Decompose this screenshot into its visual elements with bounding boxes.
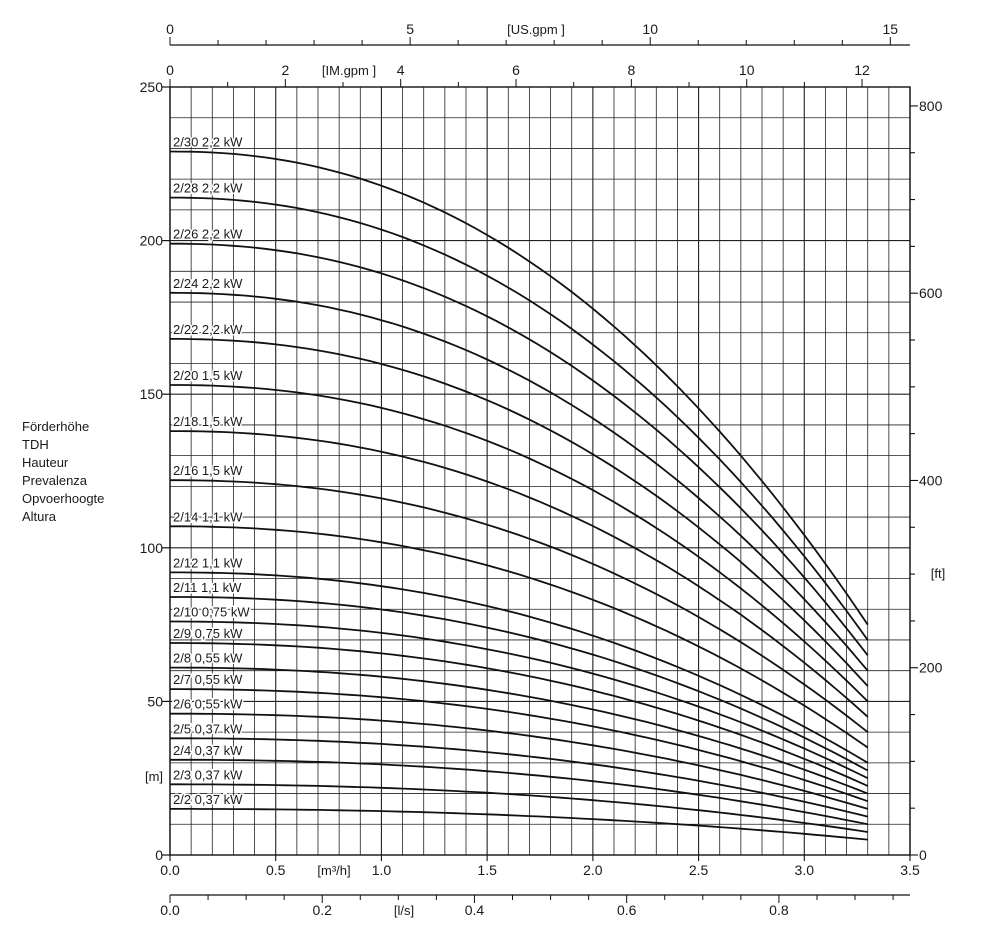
- curve-label: 2/3 0,37 kW: [173, 767, 243, 783]
- y-right-tick-label: 800: [919, 97, 943, 114]
- ylabel-line: Prevalenza: [22, 473, 88, 488]
- x-ls-tick-label: 0.4: [464, 902, 485, 918]
- y-left-tick-label: 0: [155, 847, 163, 863]
- curve-label: 2/16 1,5 kW: [173, 463, 243, 479]
- x-ls-tick-label: 0.2: [312, 902, 332, 918]
- x-ls-unit-label: [l/s]: [393, 903, 415, 918]
- pump-curve: [170, 385, 868, 701]
- x-us-tick-label: 0: [166, 21, 174, 37]
- y-left-tick-label: 150: [139, 386, 163, 403]
- curve-label: 2/24 2,2 kW: [173, 275, 243, 291]
- curves: [170, 152, 868, 840]
- curve-label: 2/8 0,55 kW: [173, 650, 243, 666]
- x-im-tick-label: 12: [854, 62, 870, 78]
- curve-label: 2/10 0,75 kW: [173, 604, 250, 620]
- curve-label: 2/6 0,55 kW: [173, 696, 243, 712]
- y-right-tick-label: 0: [919, 847, 927, 863]
- x-im-tick-label: 4: [396, 62, 405, 78]
- x-bottom-unit-label: [m³/h]: [317, 863, 351, 878]
- curve-label: 2/9 0,75 kW: [173, 626, 243, 642]
- pump-curve: [170, 784, 868, 832]
- y-right-tick-label: 600: [919, 285, 943, 302]
- ylabel-line: Altura: [22, 509, 56, 524]
- ylabel-line: Förderhöhe: [22, 419, 90, 434]
- curve-label: 2/14 1,1 kW: [173, 509, 243, 525]
- curve-label: 2/18 1,5 kW: [173, 414, 243, 430]
- pump-curve: [170, 597, 868, 771]
- x-im-tick-label: 8: [627, 62, 636, 78]
- x-us-tick-label: 10: [642, 21, 658, 37]
- pump-curve: [170, 760, 868, 825]
- curve-label: 2/30 2,2 kW: [173, 134, 243, 150]
- x-bottom-tick-label: 2.5: [688, 862, 709, 878]
- curve-labels: [173, 135, 250, 807]
- y-left-unit-label: [m]: [144, 769, 164, 784]
- pump-curve: [170, 244, 868, 656]
- ylabel-line: Opvoerhoogte: [22, 491, 105, 506]
- curve-label: 2/12 1,1 kW: [173, 555, 243, 571]
- x-bottom-tick-label: 2.0: [583, 862, 603, 878]
- curve-label: 2/4 0,37 kW: [173, 742, 243, 758]
- x-us-tick-label: 5: [406, 21, 415, 37]
- x-bottom-tick-label: 3.0: [794, 862, 815, 878]
- x-im-tick-label: 10: [738, 62, 755, 78]
- x-bottom-tick-label: 1.5: [477, 862, 497, 878]
- curve-label: 2/7 0,55 kW: [173, 672, 243, 688]
- x-ls-tick-label: 0.6: [616, 902, 637, 918]
- x-im-tick-label: 0: [166, 62, 174, 78]
- x-bottom-tick-label: 0.0: [160, 862, 180, 878]
- y-axis-title: [22, 418, 104, 526]
- curve-label: 2/11 1,1 kW: [173, 579, 242, 595]
- curve-label: 2/26 2,2 kW: [173, 226, 243, 242]
- y-left-tick-label: 50: [147, 693, 163, 710]
- x-im-unit-label: [IM.gpm ]: [321, 63, 377, 78]
- ylabel-line: Hauteur: [22, 455, 69, 470]
- curve-label: 2/2 0,37 kW: [173, 791, 243, 807]
- x-bottom-tick-label: 0.5: [265, 862, 286, 878]
- x-im-tick-label: 2: [281, 62, 290, 78]
- x-bottom-tick-label: 1.0: [371, 862, 392, 878]
- ylabel-line: TDH: [22, 437, 49, 452]
- pump-curve: [170, 152, 868, 625]
- y-left-tick-label: 250: [139, 79, 163, 95]
- curve-label: 2/22 2,2 kW: [173, 321, 243, 337]
- x-ls-tick-label: 0.0: [160, 902, 180, 918]
- x-us-tick-label: 15: [882, 21, 899, 37]
- curve-label: 2/28 2,2 kW: [173, 180, 243, 196]
- x-ls-tick-label: 0.8: [769, 902, 789, 918]
- x-bottom-tick-label: 3.5: [900, 862, 920, 878]
- y-left-tick-label: 100: [139, 539, 163, 556]
- curve-label: 2/20 1,5 kW: [173, 367, 243, 383]
- y-left-tick-label: 200: [139, 232, 163, 249]
- axes: [140, 21, 946, 918]
- y-right-tick-label: 200: [919, 659, 943, 676]
- curve-label: 2/5 0,37 kW: [173, 721, 243, 737]
- y-right-tick-label: 400: [919, 472, 943, 489]
- y-right-unit-label: [ft]: [930, 566, 946, 581]
- x-us-unit-label: [US.gpm ]: [507, 22, 565, 37]
- x-im-tick-label: 6: [512, 62, 520, 78]
